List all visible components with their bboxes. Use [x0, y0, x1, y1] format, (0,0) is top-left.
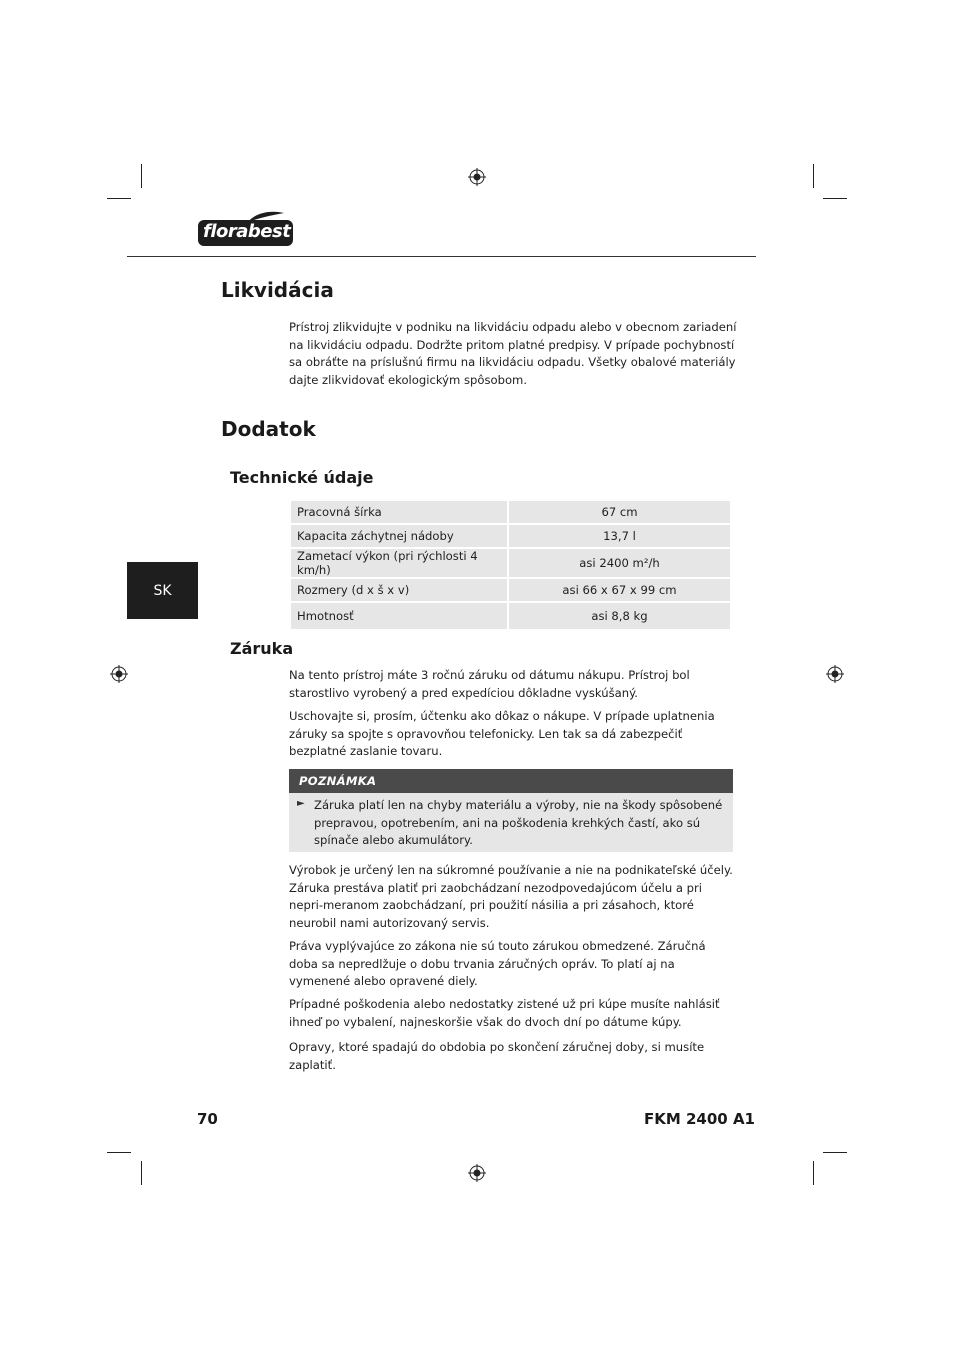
spec-value: asi 8,8 kg — [509, 603, 730, 629]
warranty-paragraph: Uschovajte si, prosím, účtenku ako dôkaz o nákupe. V prípade uplatnenia záruky sa spojte s opravovňou telefonicky. Len tak sa dá zabezpečiť bezplatné zaslanie tovaru. — [289, 709, 715, 758]
warranty-paragraph: Na tento prístroj máte 3 ročnú záruku od dátumu nákupu. Prístroj bol starostlivo vyrobený a pred expedíciou dôkladne vyskúšaný. — [289, 668, 690, 700]
note-box — [289, 793, 733, 852]
note-header: POZNÁMKA — [289, 769, 733, 793]
warranty-paragraph: Opravy, ktoré spadajú do obdobia po skončení záručnej doby, si musíte zaplatiť. — [289, 1040, 705, 1072]
note-text: Záruka platí len na chyby materiálu a výroby, nie na škody spôsobené prepravou, opotrebením, ani na poškodenia krehkých častí, ako sú spínače alebo akumulátory. — [314, 798, 723, 847]
spec-value: 67 cm — [509, 501, 730, 523]
registration-mark-icon — [826, 665, 844, 683]
arrow-bullet-icon: ► — [297, 798, 305, 809]
table-row — [291, 603, 730, 629]
crop-mark — [813, 1161, 814, 1185]
crop-mark — [823, 198, 847, 199]
registration-mark-icon — [110, 665, 128, 683]
heading-disposal: Likvidácia — [221, 278, 334, 302]
crop-mark — [107, 1152, 131, 1153]
spec-label: Zametací výkon (pri rýchlosti 4 km/h) — [291, 549, 507, 577]
technical-data-table — [289, 499, 732, 631]
header-rule — [127, 256, 756, 257]
crop-mark — [141, 164, 142, 188]
florabest-logo — [198, 212, 294, 246]
spec-label: Kapacita záchytnej nádoby — [291, 525, 507, 547]
crop-mark — [141, 1161, 142, 1185]
table-row — [291, 501, 730, 523]
heading-warranty: Záruka — [230, 639, 294, 658]
crop-mark — [107, 198, 131, 199]
disposal-text: Prístroj zlikvidujte v podniku na likvidáciu odpadu alebo v obecnom zariadení na likvidáciu odpadu. Dodržte pritom platné predpisy. V prípade pochybností sa obráťte na príslušnú firmu na likvidáciu odpadu. Všetky obalové materiály dajte zlikvidovať ekologickým spôsobom. — [289, 320, 737, 387]
registration-mark-icon — [468, 1164, 486, 1182]
spec-label: Hmotnosť — [291, 603, 507, 629]
heading-technical-data: Technické údaje — [230, 468, 374, 487]
spec-value: 13,7 l — [509, 525, 730, 547]
table-row — [291, 549, 730, 577]
page-number: 70 — [197, 1110, 218, 1128]
warranty-paragraph: Práva vyplývajúce zo zákona nie sú touto zárukou obmedzené. Záručná doba sa nepredlžuje o dobu trvania záručných opráv. To platí aj na vymenené alebo opravené diely. — [289, 939, 706, 988]
table-row — [291, 525, 730, 547]
crop-mark — [813, 164, 814, 188]
warranty-paragraph: Prípadné poškodenia alebo nedostatky zistené už pri kúpe musíte nahlásiť ihneď po vybalení, najneskoršie však do dvoch dní po dátume kúpy. — [289, 997, 720, 1029]
table-row — [291, 579, 730, 601]
spec-label: Pracovná šírka — [291, 501, 507, 523]
warranty-paragraph: Výrobok je určený len na súkromné používanie a nie na podnikateľské účely. Záruka prestáva platiť pri zaobchádzaní nezodpovedajúcom účelu a pri nepri-meranom zaobchádzaní, pri použití násilia a pri zásahoch, ktoré neurobil nami autorizovaný servis. — [289, 863, 733, 930]
logo-text: florabest — [203, 221, 291, 242]
registration-mark-icon — [468, 168, 486, 186]
spec-value: asi 2400 m²/h — [509, 549, 730, 577]
spec-label: Rozmery (d x š x v) — [291, 579, 507, 601]
language-tab: SK — [127, 562, 198, 619]
heading-appendix: Dodatok — [221, 417, 316, 441]
model-number: FKM 2400 A1 — [643, 1110, 755, 1128]
crop-mark — [823, 1152, 847, 1153]
spec-value: asi 66 x 67 x 99 cm — [509, 579, 730, 601]
